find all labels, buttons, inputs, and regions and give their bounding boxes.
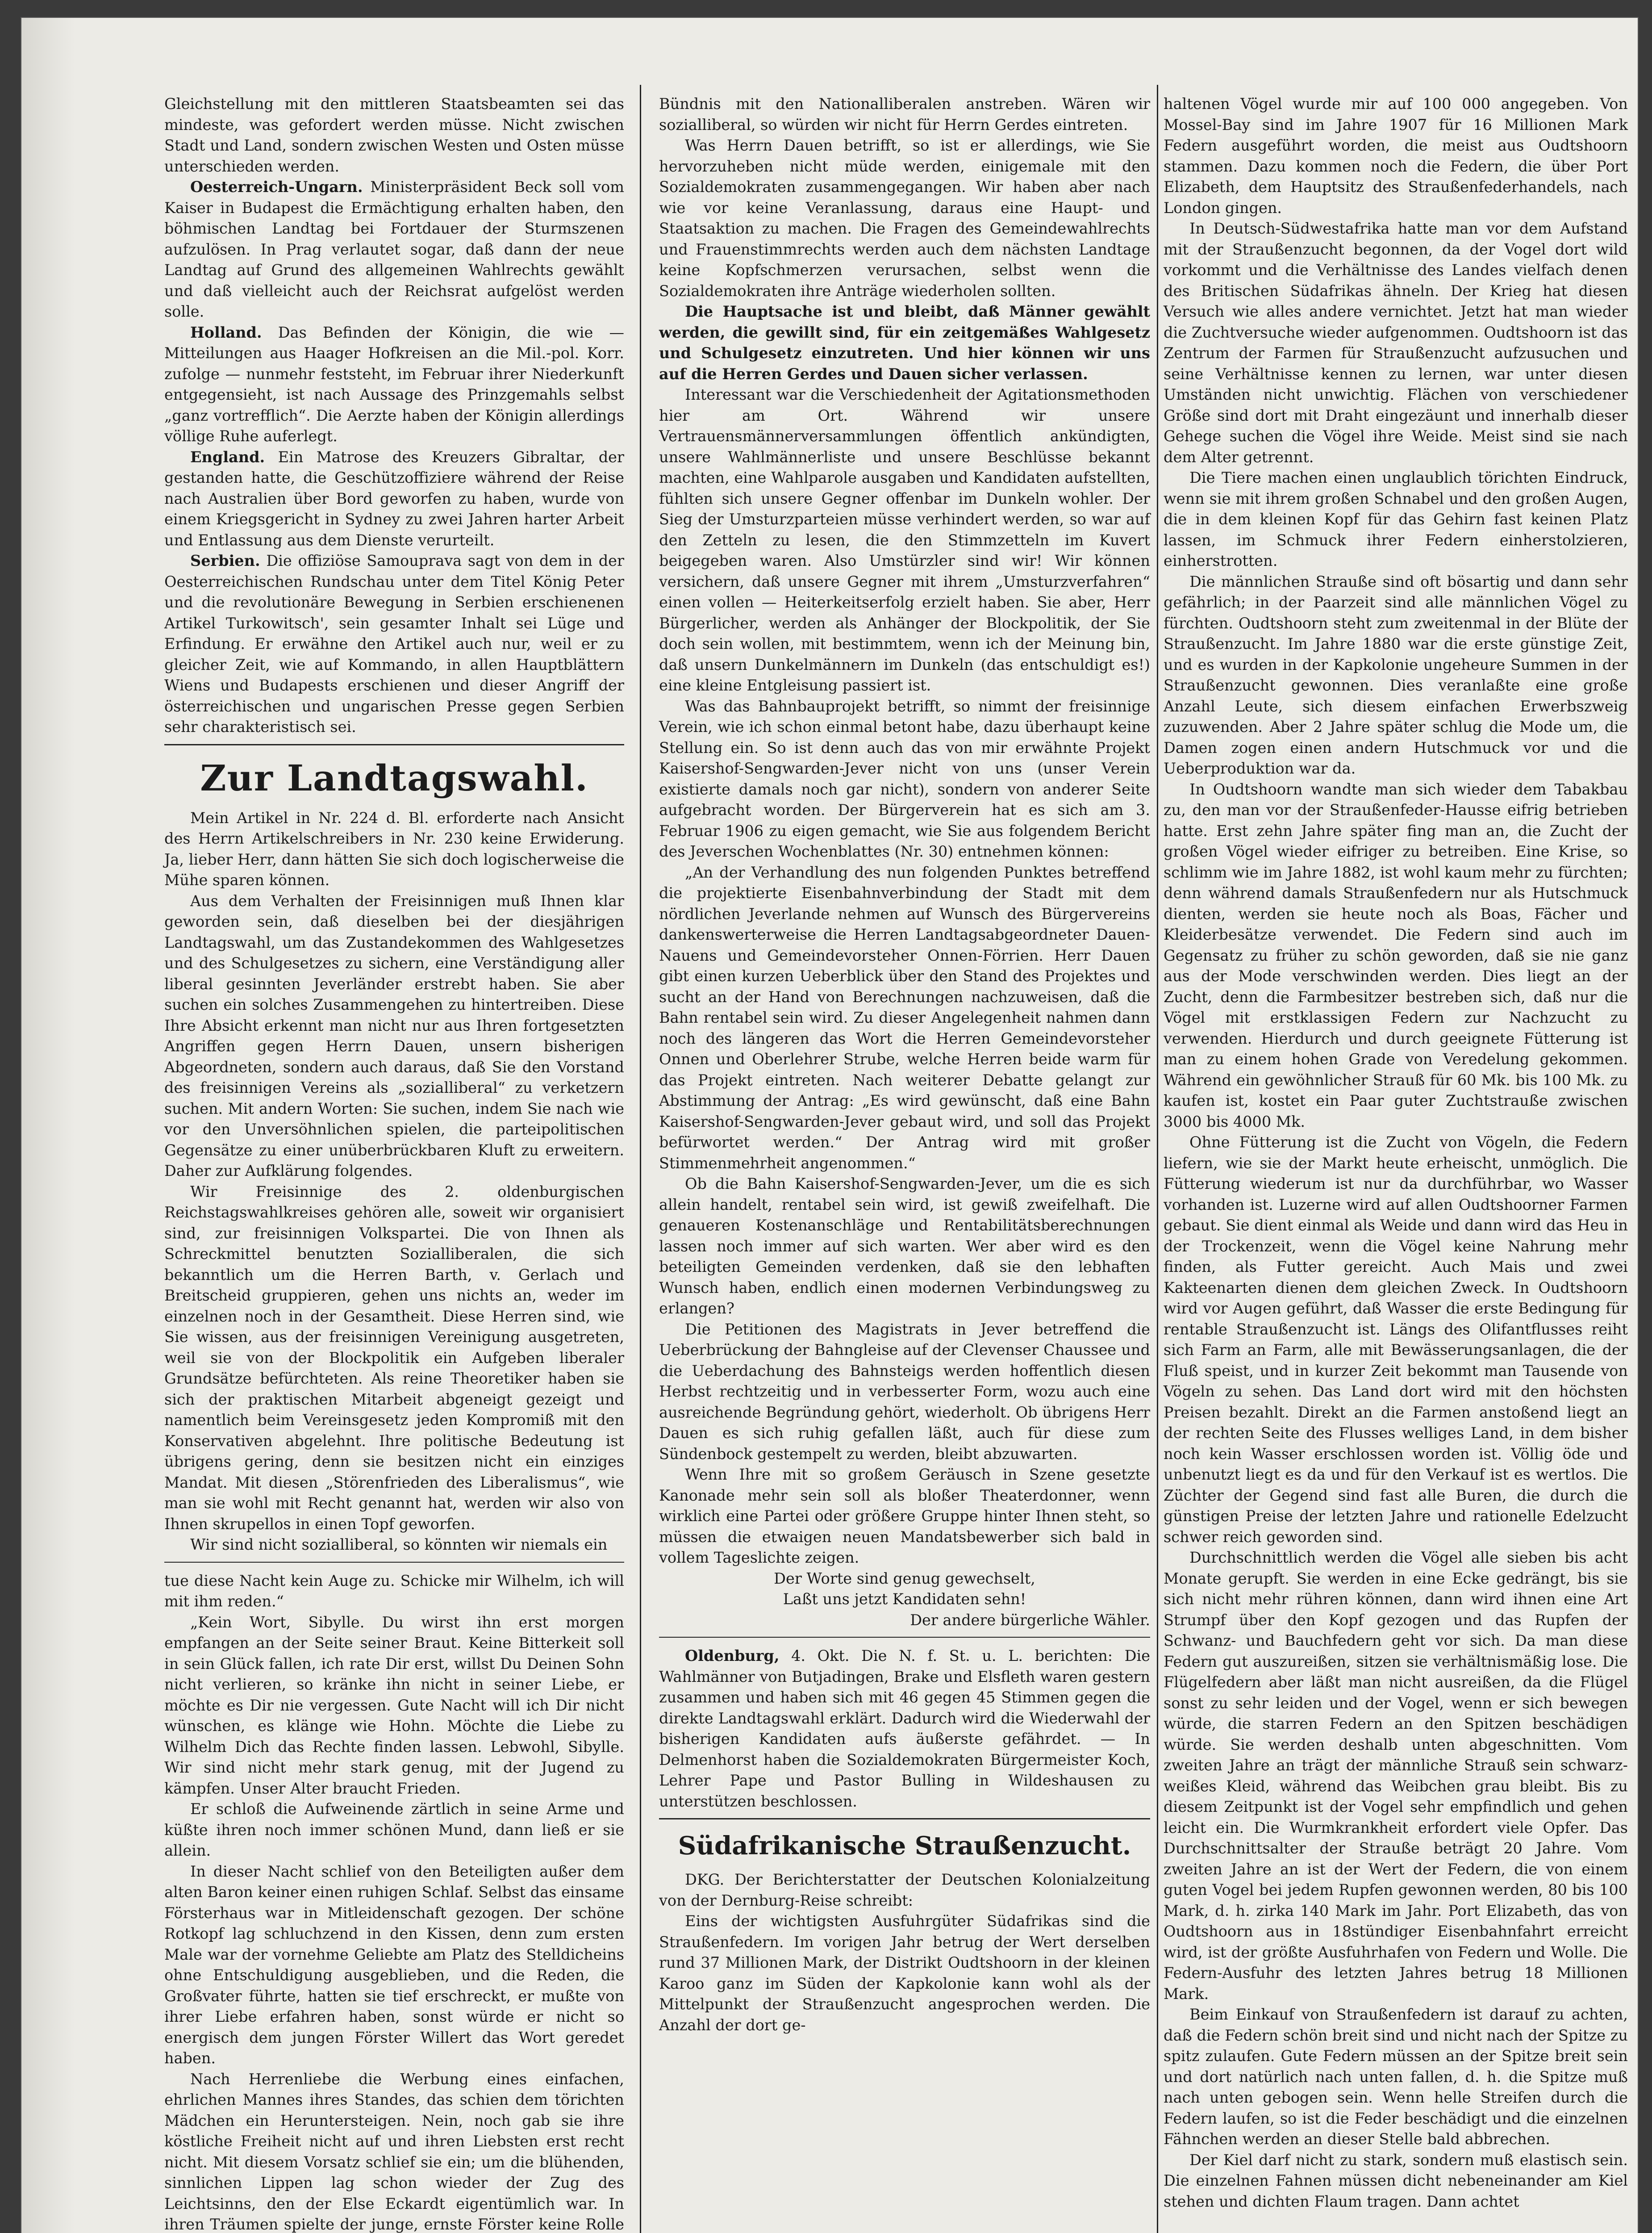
paragraph: Die Hauptsache ist und bleibt, daß Männer gewählt werden, die gewillt sind, für ein zeitgemäßes Wahlgesetz und Schulgesetz einzutreten. Und hier können wir uns auf die Herren Gerdes und Dauen sicher verlassen.	[659, 303, 1150, 383]
paragraph: Er schloß die Aufweinende zärtlich in seine Arme und küßte ihren noch immer schönen Mund, dann ließ er sie allein.	[164, 1800, 624, 1859]
paragraph: „Kein Wort, Sibylle. Du wirst ihn erst morgen empfangen an der Seite seiner Braut. Keine Bitterkeit soll in sein Glück fallen, ich rate Dir erst, willst Du Deinen Sohn nicht verlieren, so kränke ihn nicht in seiner Liebe, er möchte es Dir nie vergessen. Gute Nacht will ich Dir nicht wünschen, es klänge wie Hohn. Möchte die Liebe zu Wilhelm Dich das Rechte finden lassen. Lebwohl, Sibylle. Wir sind nicht mehr stark genug, mit der Jugend zu kämpfen. Unser Alter braucht Frieden.	[164, 1613, 624, 1797]
divider	[164, 744, 624, 745]
paragraph: haltenen Vögel wurde mir auf 100 000 angegeben. Von Mossel-Bay sind im Jahre 1907 für 16 Millionen Mark Federn ausgeführt worden, die meist aus Oudtshoorn stammen. Dazu kommen noch die Federn, die über Port Elizabeth, dem Hauptsitz des Straußenfederhandels, nach London gingen.	[1164, 95, 1628, 217]
page-binding-edge	[21, 18, 75, 2233]
news-keyword: Serbien.	[190, 552, 260, 569]
paragraph: In Oudtshoorn wandte man sich wieder dem Tabakbau zu, den man vor der Straußenfeder-Hausse eifrig betrieben hatte. Erst zehn Jahre später fing man an, die Zucht der großen Vögel wieder eifriger zu betreiben. Eine Krise, so schlimm wie im Jahre 1882, ist wohl kaum mehr zu fürchten; denn während damals Straußenfedern nur als Hutschmuck dienten, werden sie heute noch als Boas, Fächer und Kleiderbesätze verwendet. Die Federn sind auch im Gegensatz zu früher zu schön geworden, daß sie nie ganz aus der Mode verschwinden werden. Dies liegt an der Zucht, denn die Farmbesitzer bestreben sich, daß nur die Vögel mit erstklassigen Federn zur Nachzucht zu verwenden. Hierdurch und durch geeignete Fütterung ist man zu einem hohen Grade von Veredelung gekommen. Während ein gewöhnlicher Strauß für 60 Mk. bis 100 Mk. zu kaufen ist, kostet ein Paar guter Zuchtstrauße zwischen 3000 bis 4000 Mk.	[1164, 780, 1628, 1130]
paragraph: Was Herrn Dauen betrifft, so ist er allerdings, wie Sie hervorzuheben nicht müde werden, einigemale mit den Sozialdemokraten zusammengegangen. Wir haben aber nach wie vor keine Veranlassung, daraus eine Haupt- und Staatsaktion zu machen. Die Fragen des Gemeindewahlrechts und Frauenstimmrechts werden auch dem nächsten Landtage keine Kopfschmerzen verursachen, selbst wenn die Sozialdemokraten ihre Anträge wiederholen sollten.	[659, 137, 1150, 300]
paragraph: Der Kiel darf nicht zu stark, sondern muß elastisch sein. Die einzelnen Fahnen müssen dicht nebeneinander am Kiel stehen und dichten Flaum tragen. Dann achtet	[1164, 2151, 1628, 2210]
column-rule	[1157, 85, 1158, 2233]
newspaper-page	[21, 18, 1638, 2233]
news-item-austria	[164, 177, 624, 322]
news-keyword: Holland.	[190, 323, 262, 341]
paragraph: tue diese Nacht kein Auge zu. Schicke mir Wilhelm, ich will mit ihm reden.“	[164, 1572, 624, 1610]
paragraph: Wir Freisinnige des 2. oldenburgischen Reichstagswahlkreises gehören alle, soweit wir organisiert sind, zur freisinnigen Volkspartei. Die von Ihnen als Schreckmittel benutzten Sozialliberalen, die sich bekanntlich um die Herren Barth, v. Gerlach und Breitscheid gruppieren, gehen uns nichts an, weder im einzelnen noch in der Gesamtheit. Diese Herren sind, wie Sie wissen, aus der freisinnigen Vereinigung ausgetreten, weil sie von der Blockpolitik ein Aufgeben liberaler Grundsätze befürchteten. Als reine Theoretiker haben sie sich der praktischen Mitarbeit abgeneigt gezeigt und namentlich beim Vereinsgesetz jeden Kompromiß mit den Konservativen abgelehnt. Ihre politische Bedeutung ist übrigens gering, denn sie besitzen nicht ein einziges Mandat. Mit diesen „Störenfrieden des Liberalismus“, wie man sie wohl mit Recht genannt hat, werden wir also von Ihnen skrupellos in einen Topf geworfen.	[164, 1183, 624, 1533]
column-rule	[640, 85, 641, 2233]
news-keyword: Oldenburg,	[685, 1647, 780, 1664]
news-text: 4. Okt. Die N. f. St. u. L. berichten: Die Wahlmänner von Butjadingen, Brake und Elsfleth waren gestern zusammen und haben sich mit 46 gegen 45 Stimmen gegen die direkte Landtagswahl erklärt. Dadurch wird die Wiederwahl der bisherigen Kandidaten aufs äußerste gefährdet. — In Delmenhorst haben die Sozialdemokraten Bürgermeister Koch, Lehrer Pape und Pastor Bulling in Wildeshausen zu unterstützen beschlossen.	[659, 1647, 1151, 1810]
emphasis-block	[659, 301, 1150, 385]
verse-line: Der Worte sind genug gewechselt,	[774, 1569, 1035, 1587]
paragraph: Eins der wichtigsten Ausfuhrgüter Südafrikas sind die Straußenfedern. Im vorigen Jahr betrug der Wert derselben rund 37 Millionen Mark, der Distrikt Oudtshoorn in der kleinen Karoo ganz im Süden der Kapkolonie kann wohl als der Mittelpunkt der Straußenzucht angesprochen werden. Die Anzahl der dort ge-	[659, 1912, 1150, 2034]
paragraph: Bündnis mit den Nationalliberalen anstreben. Wären wir sozialliberal, so würden wir nicht für Herrn Gerdes eintreten.	[659, 95, 1150, 134]
column-left	[164, 94, 624, 2233]
quotation: „An der Verhandlung des nun folgenden Punktes betreffend die projektierte Eisenbahnverbindung der Stadt mit dem nördlichen Jeverlande nehmen auf Wunsch des Bürgervereins dankenswerterweise die Herren Landtagsabgeordneter Dauen-Nauens und Gemeindevorsteher Onnen-Förrien. Herr Dauen gibt einen kurzen Ueberblick über den Stand des Projektes und sucht an der Hand von Berechnungen nachzuweisen, daß die Bahn rentabel sein wird. Zu dieser Angelegenheit nahmen dann noch des längeren das Wort die Herren Gemeindevorsteher Onnen und Oberlehrer Strube, welche Herren beide warm für das Projekt eintreten. Nach weiterer Debatte gelangt zur Abstimmung der Antrag: „Es wird gewünscht, daß eine Bahn Kaisershof-Sengwarden-Jever gebaut wird, und soll das Projekt befürwortet werden.“ Der Antrag wird mit großer Stimmenmehrheit angenommen.“	[659, 863, 1150, 1172]
paragraph: Gleichstellung mit den mittleren Staatsbeamten sei das mindeste, was gefordert werden müsse. Nicht zwischen Stadt und Land, sondern zwischen Westen und Osten müsse unterschieden werden.	[164, 95, 624, 175]
paragraph: Mein Artikel in Nr. 224 d. Bl. erforderte nach Ansicht des Herrn Artikelschreibers in Nr. 230 keine Erwiderung. Ja, lieber Herr, dann hätten Sie sich doch logischerweise die Mühe sparen können.	[164, 809, 624, 889]
paragraph: Nach Herrenliebe die Werbung eines einfachen, ehrlichen Mannes ihres Standes, das schien dem törichten Mädchen ein Heruntersteigen. Nein, noch gab sie ihre köstliche Freiheit nicht auf und ihren Liebsten erst recht nicht. Mit diesem Vorsatz schlief sie ein; um die blühenden, sinnlichen Lippen lag schon wieder der Zug des Leichtsinns, den der Else Eckardt eigentümlich war. In ihren Träumen spielte der junge, ernste Förster keine Rolle	[164, 2070, 624, 2233]
paragraph: Aus dem Verhalten der Freisinnigen muß Ihnen klar geworden sein, daß dieselben bei der diesjährigen Landtagswahl, um das Zustandekommen des Wahlgesetzes und des Schulgesetzes zu sichern, eine Verständigung aller liberal gesinnten Jeverländer erstrebt haben. Sie aber suchen ein solches Zusammengehen zu hintertreiben. Diese Ihre Absicht erkennt man nicht nur aus Ihren fortgesetzten Angriffen gegen Herrn Dauen, unsern bisherigen Abgeordneten, sondern auch daraus, daß Sie den Vorstand des freisinnigen Vereins als „sozialliberal“ zu verketzern suchen. Mit andern Worten: Sie suchen, indem Sie nach wie vor den Unversöhnlichen spielen, die parteipolitischen Gegensätze zu einer unüberbrückbaren Kluft zu erweitern. Daher zur Aufklärung folgendes.	[164, 892, 624, 1179]
article-heading: Zur Landtagswahl.	[200, 757, 588, 799]
paragraph: Wir sind nicht sozialliberal, so könnten wir niemals ein	[190, 1536, 608, 1553]
verse-line: Laßt uns jetzt Kandidaten sehn!	[783, 1590, 1026, 1608]
column-right	[1164, 94, 1628, 2212]
news-item-oldenburg	[659, 1646, 1150, 1812]
paragraph: Die Tiere machen einen unglaublich törichten Eindruck, wenn sie mit ihrem großen Schnabel und den großen Augen, die in dem kleinen Kopf für das Gehirn fast keinen Platz lassen, im Schmuck ihrer Federn einherstolzieren, einherstrotten.	[1164, 469, 1628, 569]
news-text: Die offiziöse Samouprava sagt von dem in der Oesterreichischen Rundschau unter dem Titel König Peter und die revolutionäre Bewegung in Serbien erschienenen Artikel Turkowitsch', sein gesamter Inhalt sei Lüge und Erfindung. Er erwähne den Artikel auch nur, weil er zu gleicher Zeit, wie auf Kommando, in allen Hauptblättern Wiens und Budapests erschienen und dieser Angriff der österreichischen und ungarischen Presse gegen Serbien sehr charakteristisch sei.	[164, 552, 624, 736]
signature: Der andere bürgerliche Wähler.	[910, 1611, 1150, 1629]
news-item-holland	[164, 322, 624, 447]
news-item-england	[164, 447, 624, 551]
paragraph: Was das Bahnbauprojekt betrifft, so nimmt der freisinnige Verein, wie ich schon einmal betont habe, dazu überhaupt keine Stellung ein. So ist denn auch das von mir erwähnte Projekt Kaisershof-Sengwarden-Jever nicht von uns (unser Verein existierte damals noch gar nicht), sondern von anderer Seite aufgebracht worden. Der Bürgerverein hat es sich am 3. Februar 1906 zu eigen gemacht, wie Sie aus folgendem Bericht des Jeverschen Wochenblattes (Nr. 30) entnehmen können:	[659, 697, 1150, 860]
paragraph: Ob die Bahn Kaisershof-Sengwarden-Jever, um die es sich allein handelt, rentabel sein wird, ist gewiß zweifelhaft. Die genaueren Kostenanschläge und Rentabilitätsberechnungen lassen noch immer auf sich warten. Wer aber wird es den beteiligten Gemeinden verdenken, daß sie den lebhaften Wunsch haben, endlich einen modernen Verbindungsweg zu erlangen?	[659, 1175, 1150, 1317]
divider	[659, 1637, 1150, 1638]
news-text: Ministerpräsident Beck soll vom Kaiser in Budapest die Ermächtigung erhalten haben, den böhmischen Landtag bei Fortdauer der Sturmszenen aufzulösen. In Prag verlautet sogar, daß dann der neue Landtag auf Grund des allgemeinen Wahlrechts gewählt und daß vielleicht auch der Reichsrat aufgelöst werden solle.	[164, 178, 625, 320]
news-keyword: Oesterreich-Ungarn.	[190, 178, 363, 196]
news-text: Ein Matrose des Kreuzers Gibraltar, der gestanden hatte, die Geschützoffiziere während der Reise nach Australien über Bord geworfen zu haben, wurde von einem Kriegsgericht in Sydney zu zwei Jahren harter Arbeit und Entlassung aus dem Dienste verurteilt.	[164, 448, 624, 549]
paragraph: Die Petitionen des Magistrats in Jever betreffend die Ueberbrückung der Bahngleise auf der Clevenser Chaussee und die Ueberdachung des Bahnsteigs werden hoffentlich diesen Herbst rechtzeitig und in verbesserter Form, wozu auch eine ausreichende Begründung gehört, wiederholt. Ob übrigens Herr Dauen es sich ruhig gefallen läßt, auch für diese zum Sündenbock gestempelt zu werden, bleibt abzuwarten.	[659, 1320, 1150, 1463]
article-heading: Südafrikanische Straußenzucht.	[678, 1831, 1131, 1861]
paragraph: Ohne Fütterung ist die Zucht von Vögeln, die Federn liefern, wie sie der Markt heute erheischt, unmöglich. Die Fütterung wiederum ist nur da durchführbar, wo Wasser vorhanden ist. Luzerne wird auf allen Oudtshoorner Farmen gebaut. Sie dient einmal als Weide und dann wird das Heu in der Trockenzeit, wenn die Vögel keine Nahrung mehr finden, als Futter gereicht. Auch Mais und zwei Kakteenarten dienen dem gleichen Zweck. In Oudtshoorn wird vor Augen geführt, daß Wasser die erste Bedingung für rentable Straußenzucht ist. Längs des Olifantflusses reiht sich Farm an Farm, alle mit Bewässerungsanlagen, die der Fluß speist, und in kurzer Zeit bekommt man Tausende von Vögeln zu sehen. Das Land dort wird mit den höchsten Preisen bezahlt. Direkt an die Farmen anstoßend liegt an der rechten Seite des Flusses welliges Land, in dem bisher noch kein Wasser erschlossen worden ist. Völlig öde und unbenutzt liegt es da und für den Verkauf ist es wertlos. Die Züchter der Gegend sind fast alle Buren, die durch die günstigen Preise der letzten Jahre und rationelle Edelzucht schwer reich geworden sind.	[1164, 1133, 1628, 1546]
paragraph: Beim Einkauf von Straußenfedern ist darauf zu achten, daß die Federn schön breit sind und nicht nach der Spitze zu spitz zulaufen. Gute Federn müssen an der Spitze breit sein und dort natürlich nach unten fallen, d. h. die Spitze muß nach unten gebogen sein. Wenn helle Streifen durch die Federn laufen, so ist die Feder beschädigt und die einzelnen Fähnchen werden an dieser Stelle bald abbrechen.	[1164, 2006, 1628, 2148]
paragraph: Die männlichen Strauße sind oft bösartig und dann sehr gefährlich; in der Paarzeit sind alle männlichen Vögel zu fürchten. Oudtshoorn steht zum zweitenmal in der Blüte der Straußenzucht. Im Jahre 1880 war die erste günstige Zeit, und es wurden in der Kapkolonie ungeheure Summen in der Straußenzucht gewonnen. Dies veranlaßte eine große Anzahl Leute, sich diesem einfachen Erwerbszweig zuzuwenden. Aber 2 Jahre später schlug die Mode um, die Damen zogen einen andern Hutschmuck vor und die Ueberproduktion war da.	[1164, 573, 1628, 777]
news-text: Das Befinden der Königin, die wie — Mitteilungen aus Haager Hofkreisen an die Mil.-pol. Korr. zufolge — nunmehr feststeht, im Februar ihrer Niederkunft entgegensieht, ist nach Aussage des Prinzgemahls selbst „ganz vortrefflich“. Die Aerzte haben der Königin allerdings völlige Ruhe auferlegt.	[164, 323, 624, 445]
divider	[659, 1818, 1150, 1819]
paragraph: Interessant war die Verschiedenheit der Agitationsmethoden hier am Ort. Während wir unsere Vertrauensmännerversammlungen öffentlich ankündigten, unsere Wahlmännerliste und unsere Beschlüsse bekannt machten, eine Wahlparole ausgaben und Kandidaten aufstellten, fühlten sich unsere Gegner offenbar im Dunkeln wohler. Der Sieg der Umsturzparteien müsse verhindert werden, so war auf den Zetteln zu lesen, die den Stimmzetteln im Kuvert beigegeben waren. Also Umstürzler sind wir! Wir können versichern, daß unsere Gegner mit ihrem „Umsturzverfahren“ einen vollen — Heiterkeitserfolg erzielt haben. Sie aber, Herr Bürgerlicher, werden als Anhänger der Blockpolitik, der Sie doch sein wollen, mit bestimmtem, wenn ich der Meinung bin, daß unsern Dunkelmännern im Dunkeln (das entschuldigt es!) eine kleine Entgleisung passiert ist.	[659, 386, 1150, 694]
paragraph: In Deutsch-Südwestafrika hatte man vor dem Aufstand mit der Straußenzucht begonnen, da der Vogel dort wild vorkommt und die Verhältnisse des Landes vielfach denen des Britischen Südafrikas ähneln. Der Krieg hat diesen Versuch wie alles andere vernichtet. Jetzt hat man wieder die Zuchtversuche wieder aufgenommen. Oudtshoorn ist das Zentrum der Farmen für Straußenzucht aufzusuchen und seine Verhältnisse kennen zu lernen, war unter diesen Umständen nicht unwichtig. Flächen von verschiedener Größe sind dort mit Draht eingezäunt und innerhalb dieser Gehege suchen die Vögel ihre Weide. Meist sind sie nach dem Alter getrennt.	[1164, 220, 1628, 466]
divider	[164, 1562, 624, 1563]
news-item-serbia	[164, 551, 624, 738]
paragraph: Durchschnittlich werden die Vögel alle sieben bis acht Monate gerupft. Sie werden in eine Ecke gedrängt, bis sie sich nicht mehr rühren können, dann wird ihnen eine Art Strumpf über den Kopf gezogen und das Rupfen der Schwanz- und Bauchfedern geht vor sich. Da man diese Federn gut auszureißen, sitzen sie verhältnismäßig lose. Die Flügelfedern aber läßt man nicht ausreißen, da die Flügel sonst zu sehr leiden und der Vogel, wenn er sich bewegen würde, die starren Federn an den Spitzen beschädigen würde. Sie werden deshalb unten abgeschnitten. Vom zweiten Jahre an trägt der männliche Strauß sein schwarz-weißes Kleid, während das Weibchen grau bleibt. Bis zu diesem Zeitpunkt ist der Vogel sehr empfindlich und gehen leicht ein. Die Wurmkrankheit erfordert viele Opfer. Das Durchschnittsalter der Strauße beträgt 20 Jahre. Vom zweiten Jahre an ist der Wert der Federn, die von einem guten Vogel bei jedem Rupfen gewonnen werden, 80 bis 100 Mark, d. h. zirka 140 Mark im Jahr. Port Elizabeth, das von Oudtshoorn aus in 18stündiger Eisenbahnfahrt erreicht wird, ist der größte Ausfuhrhafen von Federn und Wolle. Die Federn-Ausfuhr des letzten Jahres betrug 18 Millionen Mark.	[1164, 1549, 1628, 2003]
paragraph: Wenn Ihre mit so großem Geräusch in Szene gesetzte Kanonade mehr sein soll als bloßer Theaterdonner, wenn wirklich eine Partei oder größere Gruppe hinter Ihnen steht, so müssen die etwaigen neuen Mandatsbewerber sich bald in vollem Tageslichte zeigen.	[659, 1466, 1150, 1566]
paragraph: In dieser Nacht schlief von den Beteiligten außer dem alten Baron keiner einen ruhigen Schlaf. Selbst das einsame Försterhaus war in Mitleidenschaft gezogen. Der schöne Rotkopf lag schluchzend in den Kissen, denn zum ersten Male war der vornehme Geliebte am Platz des Stelldicheins ohne Entschuldigung ausgeblieben, und die Reden, die Großvater führte, hatten sie tief erschreckt, er mußte von ihrer Liebe erfahren haben, sonst würde er nicht so energisch dem jungen Förster Willert das Wort geredet haben.	[164, 1862, 624, 2067]
column-middle	[659, 94, 1150, 2036]
paragraph: DKG. Der Berichterstatter der Deutschen Kolonialzeitung von der Dernburg-Reise schreibt:	[659, 1871, 1150, 1909]
news-keyword: England.	[190, 448, 265, 466]
